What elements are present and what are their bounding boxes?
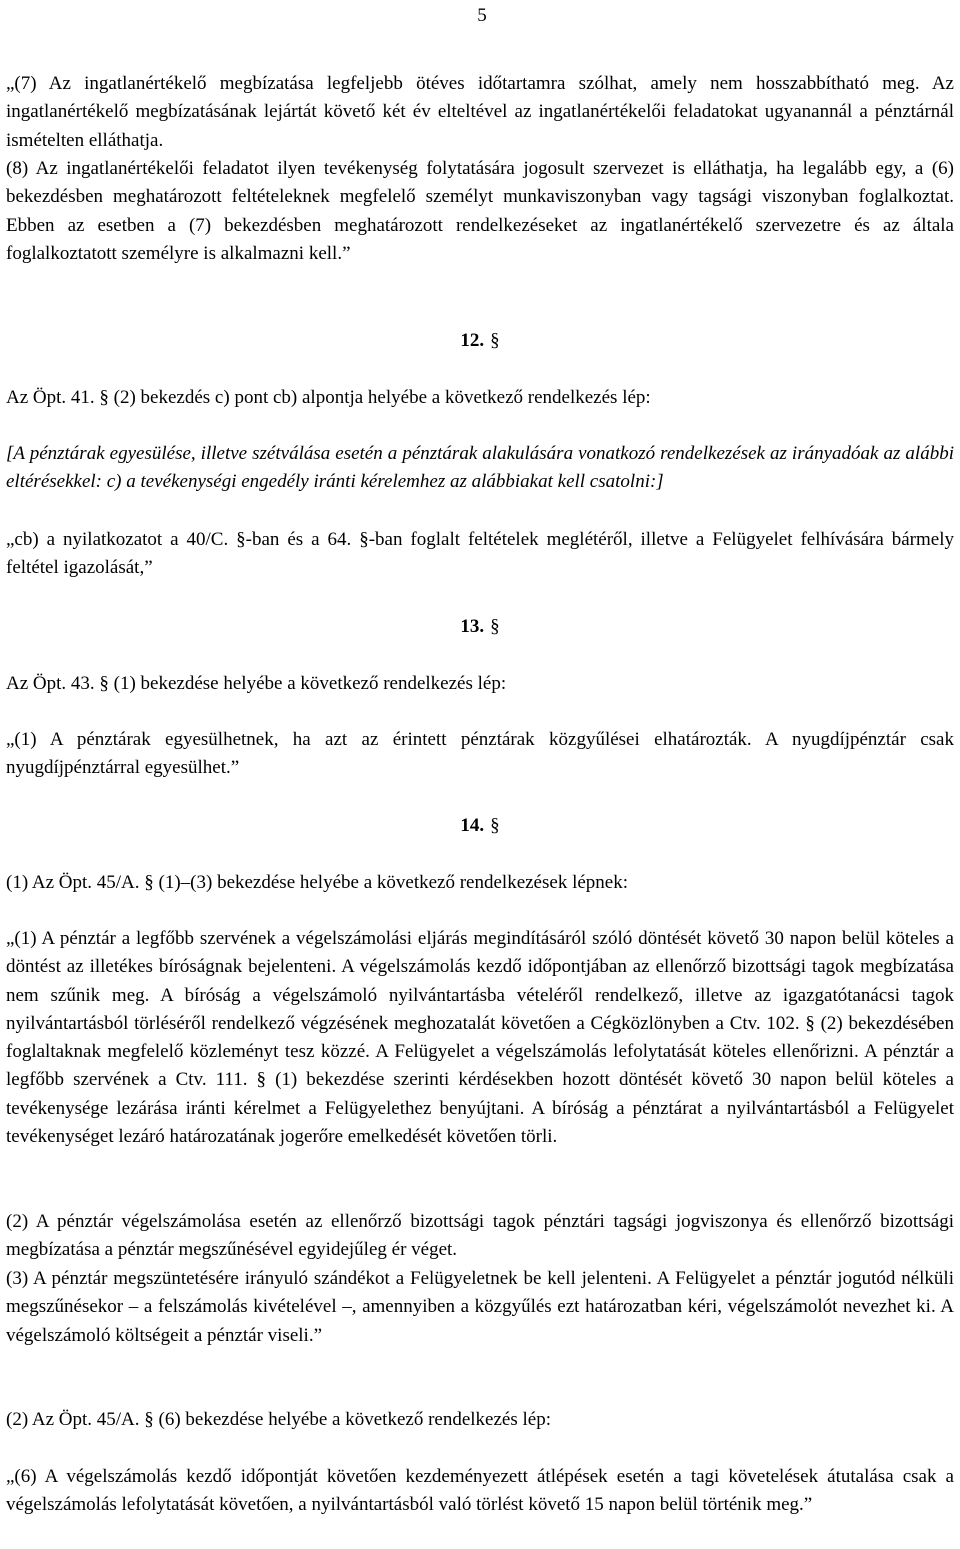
section-number: 14. <box>460 815 485 836</box>
section-12-intro: Az Öpt. 41. § (2) bekezdés c) pont cb) alpontja helyébe a következő rendelkezés lép: <box>6 387 651 408</box>
section-14-paragraph-1: „(1) A pénztár a legfőbb szervének a végelszámolási eljárás megindításáról szóló döntését követő 30 napon belül köteles a döntést az illetékes bíróságnak bejelenteni. A végelszámolás kezdő időpontjában az ellenőrző bizottsági tagok megbízatása nem szűnik meg. A bíróság a végelszámoló nyilvántartásba vételéről rendelkező, illetve az igazgatótanácsi tagok nyilvántartásból törléséről rendelkező végzésének meghozatalát követően a Cégközlönyben a Ctv. 102. § (2) bekezdésében foglaltaknak megfelelő közleményt tesz közzé. A Felügyelet a végelszámolás lefolytatását köteles ellenőrizni. A pénztár a legfőbb szervének a Ctv. 111. § (1) bekezdése szerinti kérdésekben hozott döntését követő 30 napon belül köteles a tevékenysége lezárása iránti kérelmet a Felügyelethez benyújtani. A bíróság a pénztárat a nyilvántartásból a Felügyelet tevékenységet lezáró határozatának jogerőre emelkedését követően törli. <box>6 928 954 1148</box>
section-symbol: § <box>490 330 500 351</box>
section-symbol: § <box>490 616 500 637</box>
section-14-paragraph-3: (3) A pénztár megszüntetésére irányuló szándékot a Felügyeletnek be kell jelenteni. A Felügyelet a pénztár jogutód nélküli megszűnésekor – a felszámolás kivételével –, amennyiben a közgyűlés ezt határozatban kéri, végelszámolót nevezhet ki. A végelszámoló költségeit a pénztár viseli.” <box>6 1268 954 1346</box>
section-number: 13. <box>460 616 485 637</box>
section-heading-12 <box>6 327 954 355</box>
section-13-amendment: „(1) A pénztárak egyesülhetnek, ha azt az érintett pénztárak közgyűlései elhatározták. A nyugdíjpénztár csak nyugdíjpénztárral egyesülhet.” <box>6 729 954 779</box>
section-heading-13 <box>6 613 954 641</box>
section-14-intro-2: (2) Az Öpt. 45/A. § (6) bekezdése helyébe a következő rendelkezés lép: <box>6 1409 551 1430</box>
paragraph-8: (8) Az ingatlanértékelői feladatot ilyen tevékenység folytatására jogosult szervezet is elláthatja, ha legalább egy, a (6) bekezdésben meghatározott feltételeknek megfelelő személyt munkaviszonyban vagy tagsági viszonyban foglalkoztat. Ebben az esetben a (7) bekezdésben meghatározott rendelkezéseket az ingatlanértékelő szervezetre és az általa foglalkoztatott személyre is alkalmazni kell.” <box>6 158 954 264</box>
section-14-intro: (1) Az Öpt. 45/A. § (1)–(3) bekezdése helyébe a következő rendelkezések lépnek: <box>6 872 628 893</box>
section-heading-14 <box>6 812 954 840</box>
section-14-paragraph-6: „(6) A végelszámolás kezdő időpontját követően kezdeményezett átlépések esetén a tagi követelések átutalása csak a végelszámolás lefolytatását követően, a nyilvántartásból való törlést követő 15 napon belül történik meg.” <box>6 1466 954 1516</box>
page-number: 5 <box>477 5 487 26</box>
section-12-bracket-text: [A pénztárak egyesülése, illetve szétválása esetén a pénztárak alakulására vonatkozó rendelkezések az irányadóak az alábbi eltérésekkel: c) a tevékenységi engedély iránti kérelemhez az alábbiakat kell csatolni:] <box>6 443 954 493</box>
section-12-amendment: „cb) a nyilatkozatot a 40/C. §-ban és a 64. §-ban foglalt feltételek meglétéről, illetve a Felügyelet felhívására bármely feltétel igazolását,” <box>6 529 954 579</box>
section-number: 12. <box>460 330 485 351</box>
section-13-intro: Az Öpt. 43. § (1) bekezdése helyébe a következő rendelkezés lép: <box>6 673 507 694</box>
section-symbol: § <box>490 815 500 836</box>
paragraph-7: „(7) Az ingatlanértékelő megbízatása legfeljebb ötéves időtartamra szólhat, amely nem hosszabbítható meg. Az ingatlanértékelő megbízatásának lejártát követő két év elteltével az ingatlanértékelői feladatokat ugyanannál a pénztárnál ismételten elláthatja. <box>6 73 954 151</box>
section-14-paragraph-2: (2) A pénztár végelszámolása esetén az ellenőrző bizottsági tagok pénztári tagsági jogviszonya és ellenőrző bizottsági megbízatása a pénztár megszűnésével egyidejűleg ér véget. <box>6 1211 954 1261</box>
